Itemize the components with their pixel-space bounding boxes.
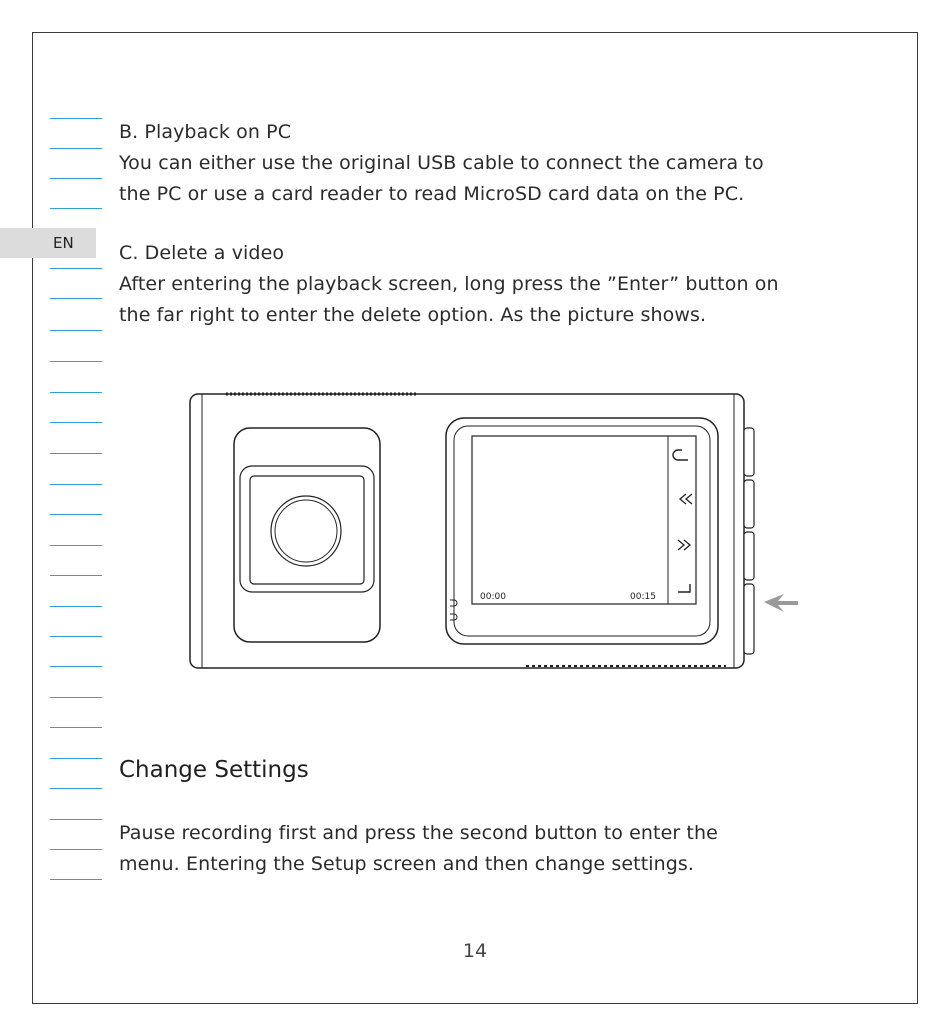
change-settings-line2: menu. Entering the Setup screen and then change settings. [119,853,695,875]
margin-rule [50,361,102,362]
side-button [744,428,754,476]
margin-rule [50,727,102,728]
margin-rule [50,298,102,299]
section-c-line1: After entering the playback screen, long press the ”Enter” button on [119,273,779,295]
margin-rule [50,514,102,515]
display [472,436,696,604]
margin-rule [50,879,102,880]
margin-rule [50,148,102,149]
change-settings-line1: Pause recording first and press the second button to enter the [119,822,718,844]
change-settings-heading: Change Settings [119,757,309,783]
margin-rule [50,330,102,331]
section-c-line2: the far right to enter the delete option. As the picture shows. [119,304,707,326]
margin-rule [50,636,102,637]
margin-rule [50,422,102,423]
margin-rule [50,697,102,698]
lens-icon [271,496,341,566]
margin-rule [50,268,102,269]
margin-rule [50,453,102,454]
page-number: 14 [462,940,488,962]
section-b-line2: the PC or use a card reader to read MicroSD card data on the PC. [119,183,745,205]
margin-rule [50,788,102,789]
time-end: 00:15 [630,592,656,602]
side-button [744,532,754,580]
section-b-line1: You can either use the original USB cable to connect the camera to [119,152,764,174]
side-button [744,480,754,528]
margin-rule [50,606,102,607]
section-b-title: B. Playback on PC [119,121,292,143]
language-tab: EN [0,228,96,258]
margin-rule [50,758,102,759]
section-c-title: C. Delete a video [119,242,285,264]
margin-rule [50,178,102,179]
camera-illustration [186,388,806,678]
margin-rules [50,0,102,1036]
press-arrow-icon [764,594,798,612]
margin-rule [50,208,102,209]
margin-rule [50,575,102,576]
margin-rule [50,819,102,820]
margin-rule [50,849,102,850]
enter-side-button [744,584,754,654]
margin-rule [50,666,102,667]
time-start: 00:00 [480,592,506,602]
margin-rule [50,392,102,393]
margin-rule [50,545,102,546]
margin-rule [50,484,102,485]
margin-rule [50,118,102,119]
